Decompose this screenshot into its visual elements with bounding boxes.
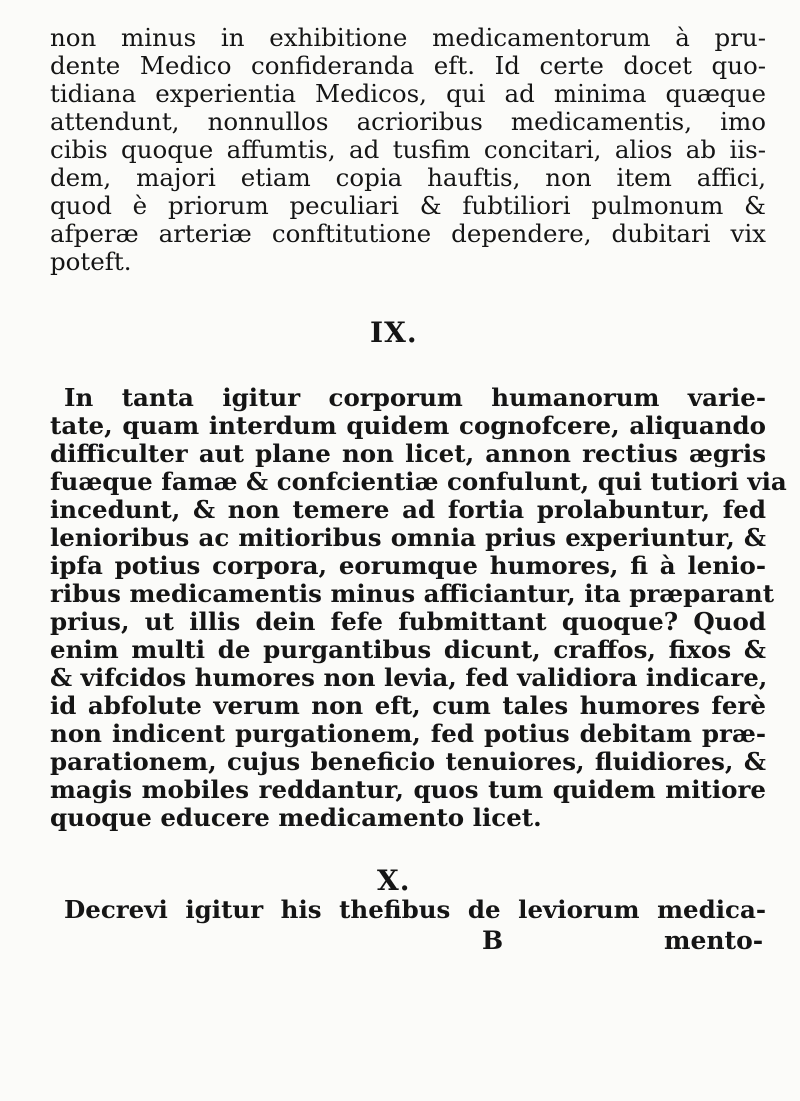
text-line: & vifcidos humores non levia, fed validiora indicare, bbox=[50, 663, 768, 692]
text-line: quoque educere medicamento licet. bbox=[50, 803, 542, 832]
text-line: difficulter aut plane non licet, annon rectius ægris bbox=[50, 439, 766, 468]
text-line: Decrevi igitur his thefibus de leviorum medica- bbox=[64, 895, 766, 924]
section-heading-x: X. bbox=[377, 864, 411, 897]
text-line: magis mobiles reddantur, quos tum quidem mitiore bbox=[50, 775, 766, 804]
paragraph-3 bbox=[50, 896, 766, 924]
text-line: tate, quam interdum quidem cognofcere, aliquando bbox=[50, 411, 766, 440]
text-line: ribus medicamentis minus afficiantur, ita præparant bbox=[50, 579, 775, 608]
text-line: id abfolute verum non eft, cum tales humores ferè bbox=[50, 691, 766, 720]
text-line: lenioribus ac mitioribus omnia prius experiuntur, & bbox=[50, 523, 766, 552]
paragraph-2 bbox=[50, 383, 787, 832]
section-heading-ix: IX. bbox=[370, 316, 418, 349]
text-line: prius, ut illis dein fefe fubmittant quoque? Quod bbox=[50, 607, 766, 636]
text-line: afperæ arteriæ conftitutione dependere, dubitari vix bbox=[50, 219, 766, 248]
text-line: non minus in exhibitione medicamentorum à pru- bbox=[50, 23, 766, 52]
text-line: quod è priorum peculiari & fubtiliori pulmonum & bbox=[50, 191, 766, 220]
text-line: cibis quoque affumtis, ad tusfim concitari, alios ab iis- bbox=[50, 135, 766, 164]
text-line: dente Medico confideranda eft. Id certe docet quo- bbox=[50, 51, 766, 80]
text-line: tidiana experientia Medicos, qui ad minima quæque bbox=[50, 79, 766, 108]
text-line: incedunt, & non temere ad fortia prolabuntur, fed bbox=[50, 495, 766, 524]
text-line: In tanta igitur corporum humanorum varie- bbox=[64, 383, 766, 412]
text-line: dem, majori etiam copia hauftis, non item affici, bbox=[50, 163, 766, 192]
text-line: non indicent purgationem, fed potius debitam præ- bbox=[50, 719, 766, 748]
text-line: parationem, cujus beneficio tenuiores, fluidiores, & bbox=[50, 747, 766, 776]
text-line: enim multi de purgantibus dicunt, craffos, fixos & bbox=[50, 635, 766, 664]
text-line: fuæque famæ & confcientiæ confulunt, qui tutiori via bbox=[50, 467, 787, 496]
paragraph-1 bbox=[50, 24, 766, 276]
text-line: poteft. bbox=[50, 247, 132, 276]
signature-mark: B bbox=[482, 926, 504, 955]
text-line: ipfa potius corpora, eorumque humores, fi à lenio- bbox=[50, 551, 766, 580]
text-line: attendunt, nonnullos acrioribus medicamentis, imo bbox=[50, 107, 766, 136]
catchword: mento- bbox=[664, 926, 764, 955]
